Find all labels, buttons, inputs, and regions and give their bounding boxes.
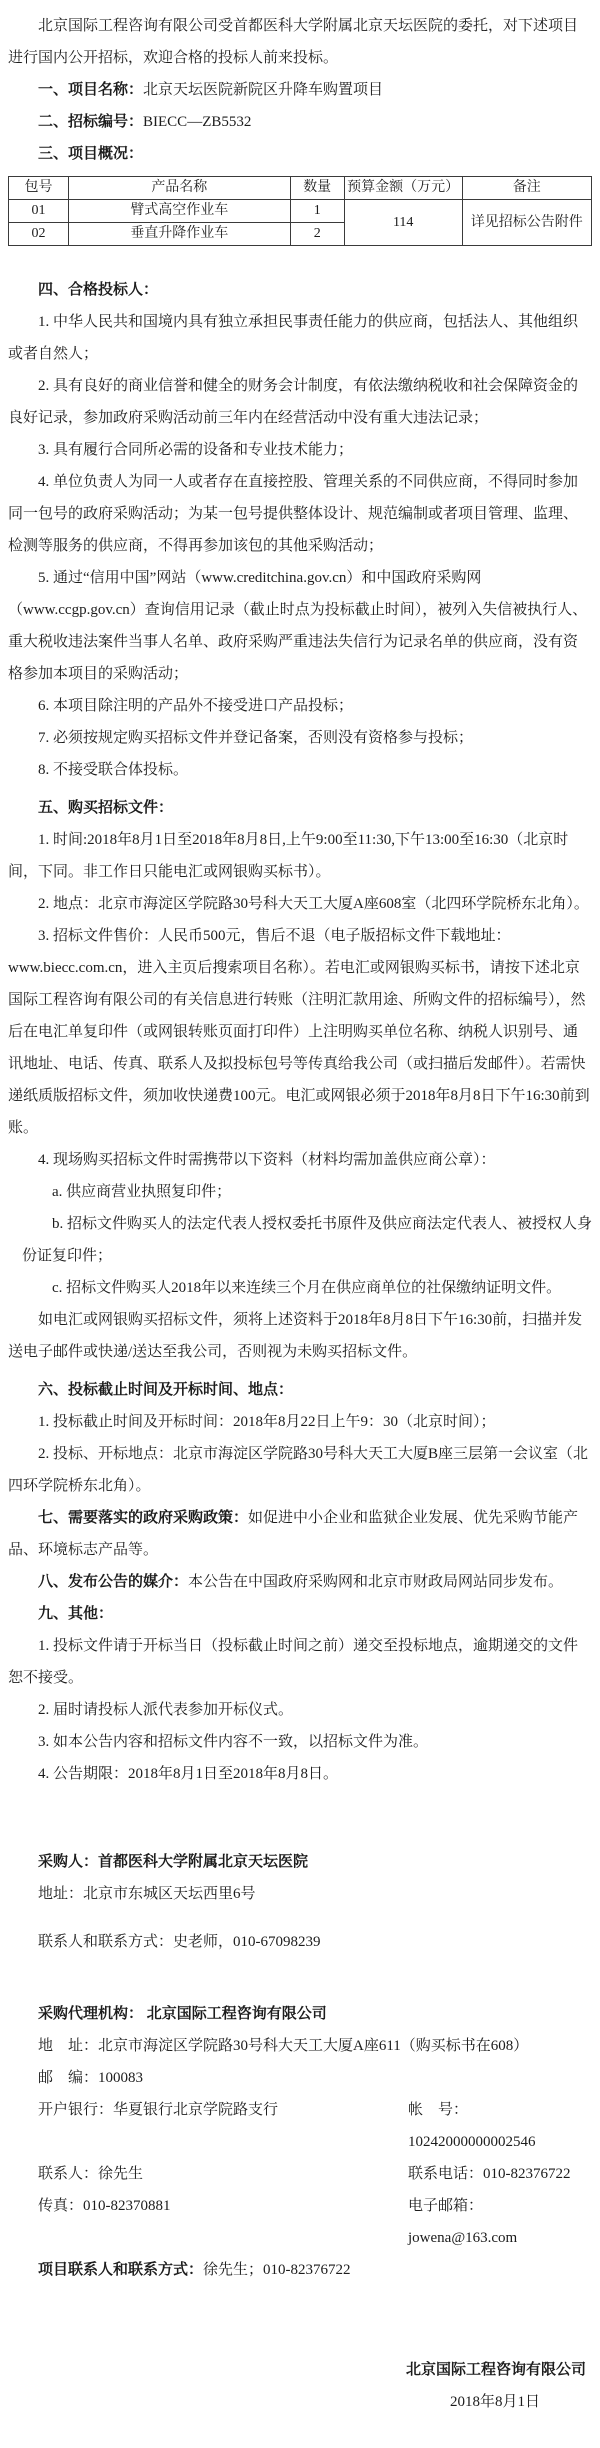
section-policies [8,1502,592,1566]
cell-package-02: 02 [9,223,69,246]
cell-product-02: 垂直升降作业车 [69,223,291,246]
col-header-quantity: 数量 [290,177,344,200]
agency-address: 地 址：北京市海淀区学院路30号科大天工大厦A座611（购买标书在608） [38,2038,529,2054]
deadline-item-2: 2. 投标、开标地点：北京市海淀区学院路30号科大天工大厦B座三层第一会议室（北四环学院桥东北角）。 [8,1446,589,1494]
purchase-documents-item-3: 3. 招标文件售价：人民币500元，售后不退（电子版招标文件下载地址：www.biecc.com.cn，进入主页后搜索项目名称）。若电汇或网银购买标书，请按下述北京国际工程咨询有限公司的有关信息进行转账（注明汇款用途、所购文件的招标编号），然后在电汇单复印件（或网银转账页面打印件）上注明购买单位名称、纳税人识别号、通讯地址、电话、传真、联系人及拟投标包号等传真给我公司（或扫描后发邮件）。若需快递纸质版招标文件，须加收快递费100元。电汇或网银必须于2018年8月8日下午16:30前到账。 [8,928,590,1136]
section-tender-number [8,106,592,138]
col-header-product: 产品名称 [69,177,291,200]
table-header-row [9,177,592,200]
section-qualified-bidders-label: 四、合格投标人： [38,282,159,298]
agency-block [8,1998,592,2286]
cell-product-01: 臂式高空作业车 [69,200,291,223]
section-others-label: 九、其他： [38,1606,114,1622]
cell-quantity-01: 1 [290,200,344,223]
project-contact-label: 项目联系人和联系方式： [38,2262,204,2278]
others-item-2: 2. 届时请投标人派代表参加开标仪式。 [38,1702,294,1718]
agency-contact-name: 联系人：徐先生 [38,2166,144,2182]
qualified-bidders-item-4: 4. 单位负责人为同一人或者存在直接控股、管理关系的不同供应商，不得同时参加同一包号的政府采购活动；为某一包号提供整体设计、规范编制或者项目管理、监理、检测等服务的供应商，不得再参加该包的其他采购活动； [8,474,579,554]
qualified-bidders-item-1: 1. 中华人民共和国境内具有独立承担民事责任能力的供应商，包括法人、其他组织或者自然人； [8,314,579,362]
col-header-package: 包号 [9,177,69,200]
cell-budget: 114 [344,200,462,246]
purchase-documents-sub-a: a. 供应商营业执照复印件； [52,1184,232,1200]
signature-block [8,2354,592,2418]
col-header-budget: 预算金额（万元） [344,177,462,200]
tender-number-value: BIECC—ZB5532 [143,114,252,130]
purchase-documents-item-4: 4. 现场购买招标文件时需携带以下资料（材料均需加盖供应商公章）： [38,1152,496,1168]
section-project-overview-label: 三、项目概况： [38,146,144,162]
purchaser-address: 地址：北京市东城区天坛西里6号 [38,1886,256,1902]
qualified-bidders-item-3: 3. 具有履行合同所必需的设备和专业技术能力； [38,442,354,458]
agency-fax: 传真：010-82370881 [38,2198,171,2214]
agency-account: 帐 号：10242000000002546 [408,2102,536,2150]
agency-fax-line [38,2190,592,2254]
others-item-1: 1. 投标文件请于开标当日（投标截止时间之前）递交至投标地点，逾期递交的文件恕不接受。 [8,1638,579,1686]
intro-paragraph: 北京国际工程咨询有限公司受首都医科大学附属北京天坛医院的委托，对下述项目进行国内公开招标，欢迎合格的投标人前来投标。 [8,18,579,66]
table-row [9,200,592,223]
deadline-item-1: 1. 投标截止时间及开标时间：2018年8月22日上午9：30（北京时间）； [38,1414,496,1430]
section-project-overview [8,138,592,170]
purchase-documents-note: 如电汇或网银购买招标文件，须将上述资料于2018年8月8日下午16:30前，扫描并发送电子邮件或快递/送达至我公司，否则视为未购买招标文件。 [8,1312,583,1360]
purchaser-title: 采购人：首都医科大学附属北京天坛医院 [38,1854,309,1870]
agency-bank-line [38,2094,592,2158]
qualified-bidders-item-5: 5. 通过“信用中国”网站（www.creditchina.gov.cn）和中国政府采购网（www.ccgp.gov.cn）查询信用记录（截止时点为投标截止时间），被列入失信被执行人、重大税收违法案件当事人名单、政府采购严重违法失信行为记录名单的供应商，没有资格参加本项目的采购活动； [8,570,588,682]
agency-title: 采购代理机构： 北京国际工程咨询有限公司 [38,2006,327,2022]
others-item-3: 3. 如本公告内容和招标文件内容不一致，以招标文件为准。 [38,1734,429,1750]
section-tender-number-label: 二、招标编号： [38,114,144,130]
section-media [8,1566,592,1598]
agency-bank: 开户银行：华夏银行北京学院路支行 [38,2102,279,2118]
section-project-name [8,74,592,106]
media-text: 本公告在中国政府采购网和北京市财政局网站同步发布。 [188,1574,564,1590]
section-deadline-label: 六、投标截止时间及开标时间、地点： [38,1382,294,1398]
project-name-value: 北京天坛医院新院区升降车购置项目 [143,82,384,98]
purchase-documents-sub-c: c. 招标文件购买人2018年以来连续三个月在供应商单位的社保缴纳证明文件。 [52,1280,562,1296]
section-project-name-label: 一、项目名称： [38,82,144,98]
agency-email: 电子邮箱：jowena@163.com [408,2198,518,2246]
purchaser-block [8,1846,592,1958]
cell-quantity-02: 2 [290,223,344,246]
policies-text: 如促进中小企业和监狱企业发展、优先采购节能产品、环境标志产品等。 [8,1510,579,1558]
qualified-bidders-item-2: 2. 具有良好的商业信誉和健全的财务会计制度，有依法缴纳税收和社会保障资金的良好记录，参加政府采购活动前三年内在经营活动中没有重大违法记录； [8,378,579,426]
qualified-bidders-item-7: 7. 必须按规定购买招标文件并登记备案，否则没有资格参与投标； [38,730,474,746]
section-purchase-documents-label: 五、购买招标文件： [38,800,174,816]
agency-phone: 联系电话：010-82376722 [408,2166,571,2182]
qualified-bidders-item-8: 8. 不接受联合体投标。 [38,762,189,778]
cell-package-01: 01 [9,200,69,223]
others-item-4: 4. 公告期限：2018年8月1日至2018年8月8日。 [38,1766,339,1782]
project-contact-value: 徐先生；010-82376722 [203,2262,351,2278]
purchaser-contact: 联系人和联系方式：史老师，010-67098239 [38,1934,321,1950]
section-policies-label: 七、需要落实的政府采购政策： [38,1510,249,1526]
cell-remark: 详见招标公告附件 [462,200,591,246]
project-overview-table [8,176,592,246]
agency-contact-line [38,2158,592,2190]
signature-date: 2018年8月1日 [449,2394,540,2410]
section-media-label: 八、发布公告的媒介： [38,1574,189,1590]
col-header-remark: 备注 [462,177,591,200]
signature-company: 北京国际工程咨询有限公司 [405,2362,586,2378]
purchase-documents-sub-b: b. 招标文件购买人的法定代表人授权委托书原件及供应商法定代表人、被授权人身份证复印件； [22,1216,593,1264]
project-contact-line [38,2254,592,2286]
qualified-bidders-item-6: 6. 本项目除注明的产品外不接受进口产品投标； [38,698,354,714]
agency-postcode: 邮 编：100083 [38,2070,144,2086]
purchase-documents-item-1: 1. 时间:2018年8月1日至2018年8月8日,上午9:00至11:30,下午13:00至16:30（北京时间，下同。非工作日只能电汇或网银购买标书）。 [8,832,569,880]
purchase-documents-item-2: 2. 地点：北京市海淀区学院路30号科大天工大厦A座608室（北四环学院桥东北角）。 [38,896,589,912]
